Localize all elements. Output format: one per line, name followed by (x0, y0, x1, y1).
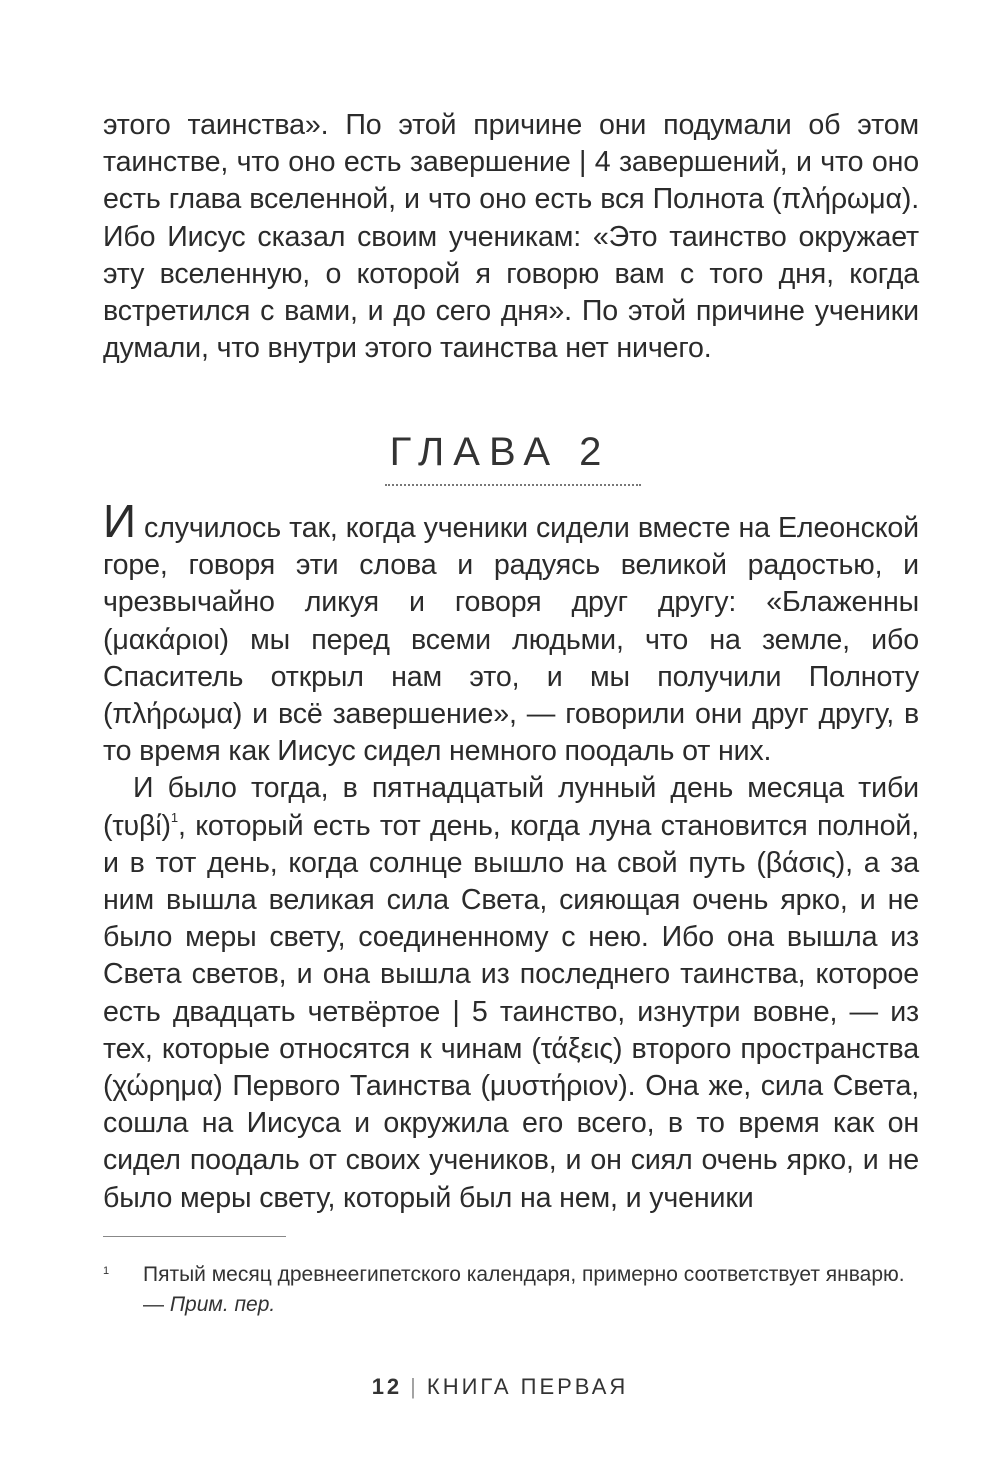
top-text-block (103, 107, 919, 367)
running-footer (0, 1374, 1000, 1400)
footnote (103, 1260, 919, 1320)
chapter-heading: ГЛАВА 2 (389, 430, 611, 474)
paragraph-text: И было тогда, в пятнадцатый лунный день месяца тиби (τυβί) (103, 772, 919, 842)
footnote-text: Пятый месяц древнеегипетского календаря, примерно соответствует январю. — (143, 1263, 905, 1316)
running-title: КНИГА ПЕРВАЯ (426, 1374, 629, 1399)
page-number: 12 (371, 1374, 403, 1399)
paragraph (103, 770, 919, 1216)
paragraph-text: , который есть тот день, когда луна становится полной, и в тот день, когда солнце вышло на свой путь (βάσις), а за ним вышла великая сила Света, сияющая очень ярко, и не было меры свету, соединенному с нею. Ибо она вышла из Света светов, и она вышла из последнего таинства, которое есть двадцать четвёртое | 5 таинство, изнутри вовне, — из тех, которые относятся к чинам (τάξεις) второго пространства (χώρημα) Первого Таинства (μυστήριον). Она же, сила Света, сошла на Иисуса и окружила его всего, в то время как он сидел поодаль от своих учеников, и он сиял очень ярко, и не было меры свету, который был на нем, и ученики (103, 809, 919, 1214)
chapter-divider (385, 484, 641, 486)
paragraph: этого таинства». По этой причине они подумали об этом таинстве, что оно есть завершение | 4 завершений, и что оно есть глава вселенной, и что оно есть вся Полнота (πλήρωμα). Ибо Иисус сказал своим ученикам: «Это таинство окружает эту вселенную, о которой я говорю вам с того дня, когда встретился с вами, и до сего дня». По этой причине ученики думали, что внутри этого таинства нет ничего. (103, 109, 919, 365)
drop-cap: И (103, 495, 136, 547)
chapter-text-block (103, 495, 919, 1217)
footnote-note: Прим. пер. (169, 1293, 276, 1316)
footer-separator: | (410, 1374, 419, 1399)
footnote-body (143, 1260, 919, 1320)
paragraph (103, 495, 919, 770)
paragraph-text: случилось так, когда ученики сидели вместе на Елеонской горе, говоря эти слова и радуясь великой радостью, и чрезвычайно ликуя и говоря друг другу: «Блаженны (μακάριοι) мы перед всеми людьми, что на земле, ибо Спаситель открыл нам это, и мы получили Полноту (πλήρωμα) и всё завершение», — говорили они друг другу, в то время как Иисус сидел немного поодаль от них. (103, 512, 919, 768)
footnote-reference[interactable]: 1 (170, 809, 178, 825)
footnote-divider (103, 1236, 286, 1237)
footnote-mark: 1 (103, 1265, 110, 1277)
